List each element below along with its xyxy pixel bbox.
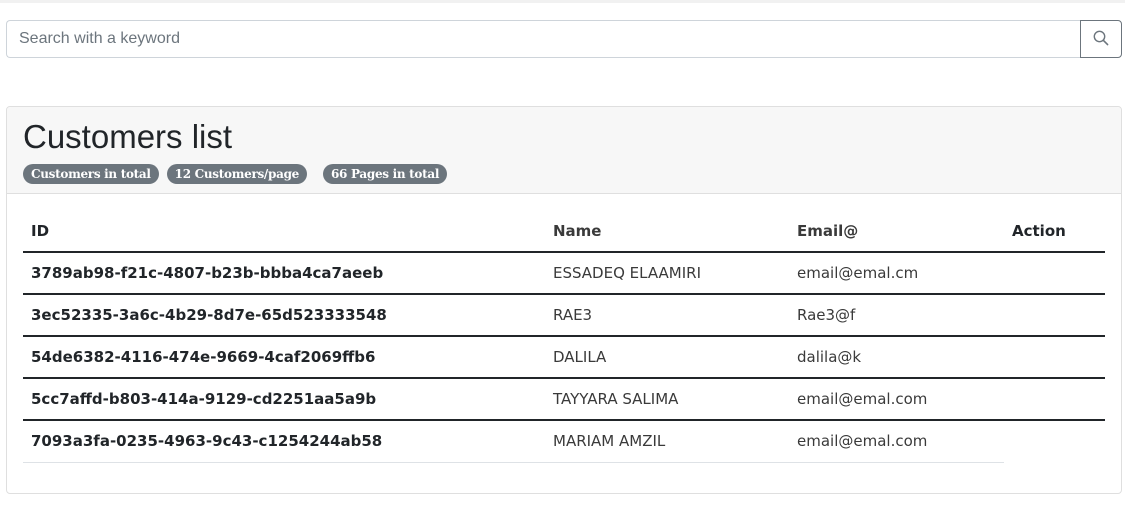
customer-action-cell (1004, 252, 1105, 294)
card-header (7, 107, 1121, 194)
customer-action-cell (1004, 294, 1105, 336)
customers-card (6, 106, 1122, 494)
search-bar (6, 20, 1122, 58)
column-header-email: Email@ (789, 210, 1004, 252)
search-input[interactable] (6, 20, 1080, 58)
customer-email-cell: dalila@k (789, 336, 1004, 378)
table-header-row (23, 210, 1105, 252)
top-divider (0, 0, 1125, 3)
table-row (23, 252, 1105, 294)
customer-name-cell: ESSADEQ ELAAMIRI (545, 252, 789, 294)
customer-name-cell: DALILA (545, 336, 789, 378)
customer-id-cell: 3ec52335-3a6c-4b29-8d7e-65d523333548 (23, 294, 545, 336)
search-icon (1093, 30, 1109, 49)
customer-id-cell: 7093a3fa-0235-4963-9c43-c1254244ab58 (23, 420, 545, 462)
column-header-action: Action (1004, 210, 1105, 252)
customers-per-page-badge: 12 Customers/page (167, 164, 307, 184)
customer-name-cell: TAYYARA SALIMA (545, 378, 789, 420)
table-row (23, 378, 1105, 420)
search-button[interactable] (1080, 20, 1122, 58)
customer-id-cell: 5cc7affd-b803-414a-9129-cd2251aa5a9b (23, 378, 545, 420)
customers-table (23, 210, 1105, 463)
customer-email-cell: email@emal.cm (789, 252, 1004, 294)
page-title: Customers list (23, 118, 233, 155)
customer-action-cell (1004, 336, 1105, 378)
table-row (23, 294, 1105, 336)
customer-email-cell: email@emal.com (789, 420, 1004, 462)
customer-email-cell: Rae3@f (789, 294, 1004, 336)
customer-id-cell: 54de6382-4116-474e-9669-4caf2069ffb6 (23, 336, 545, 378)
total-customers-badge: Customers in total (23, 164, 159, 184)
customer-name-cell: MARIAM AMZIL (545, 420, 789, 462)
column-header-name: Name (545, 210, 789, 252)
customer-id-cell: 3789ab98-f21c-4807-b23b-bbba4ca7aeeb (23, 252, 545, 294)
badge-group (23, 164, 1105, 184)
column-header-id: ID (23, 210, 545, 252)
card-body (7, 194, 1121, 463)
customer-name-cell: RAE3 (545, 294, 789, 336)
customer-action-cell (1004, 420, 1105, 462)
customer-email-cell: email@emal.com (789, 378, 1004, 420)
table-row (23, 336, 1105, 378)
total-pages-badge: 66 Pages in total (323, 164, 447, 184)
customer-action-cell (1004, 378, 1105, 420)
table-row (23, 420, 1105, 462)
